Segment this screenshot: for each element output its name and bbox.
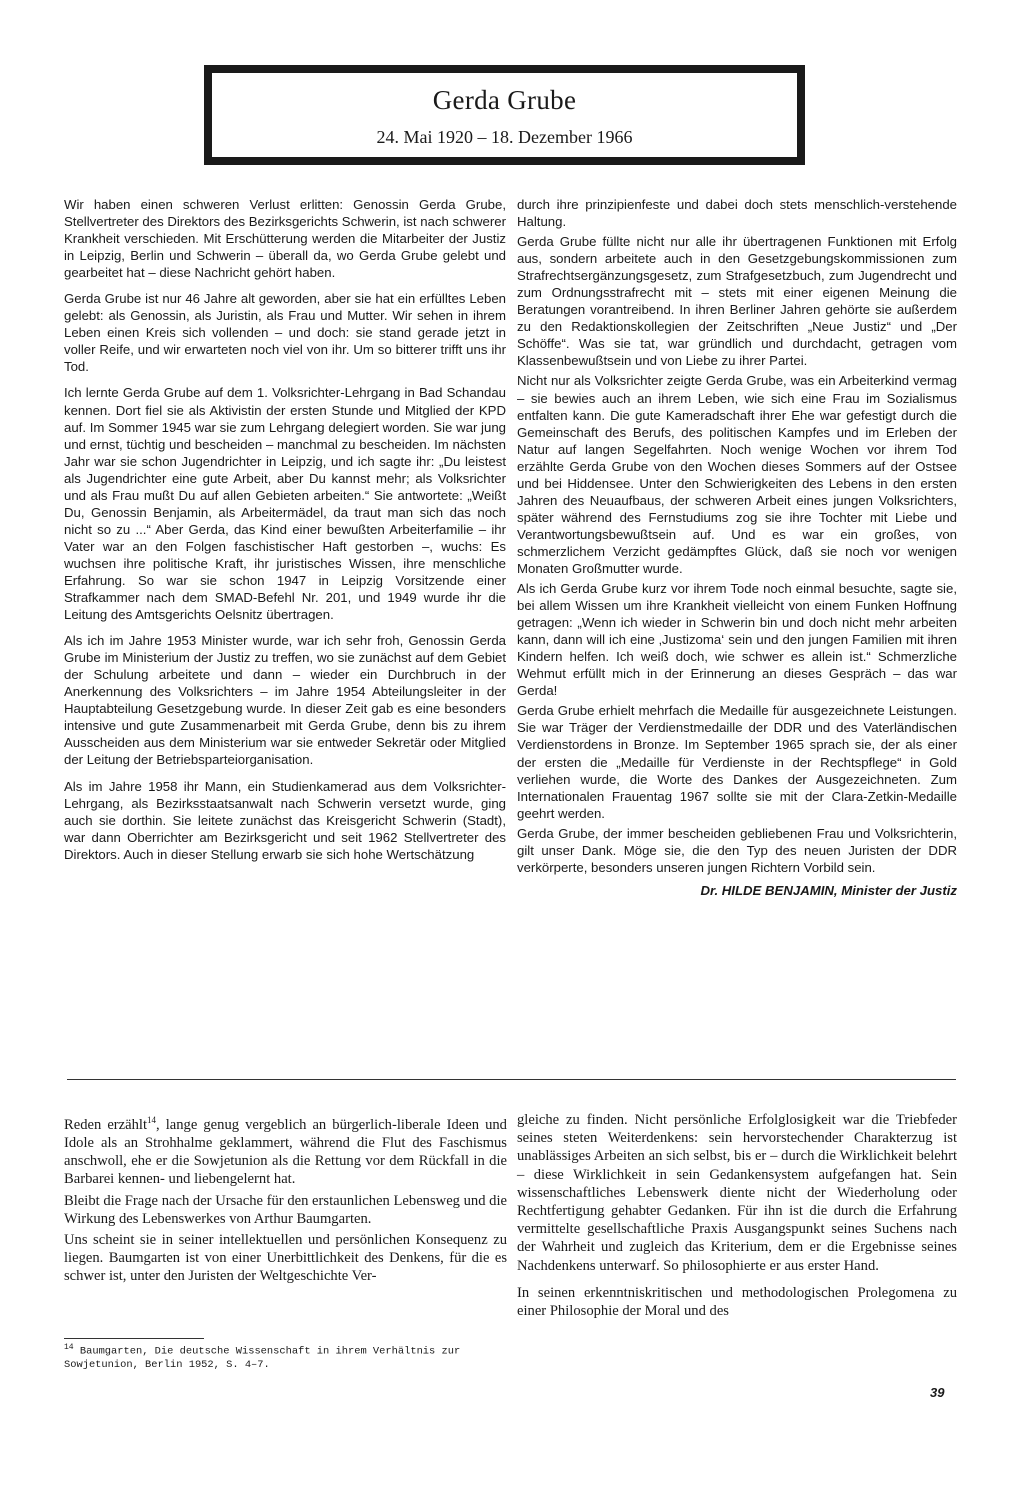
paragraph: Als im Jahre 1958 ihr Mann, ein Studienkamerad aus dem Volksrichter-Lehrgang, als Bezirksstaatsanwalt nach Schwerin versetzt wurde, ging auch sie dorthin. Sie leitete zunächst das Kreisgericht Schwerin (Stadt), war dann Oberrichter am Bezirksgericht und seit 1962 Stellvertreter des Direktors. Auch in dieser Stellung erwarb sie sich hohe Wertschätzung — [64, 778, 506, 862]
obituary-header-box — [204, 65, 805, 165]
paragraph: Wir haben einen schweren Verlust erlitten: Genossin Gerda Grube, Stellvertreter des Direktors des Bezirksgerichts Schwerin, ist nach schwerer Krankheit verschieden. Mit Erschütterung werden die Mitarbeiter der Justiz in Leipzig, Berlin und Schwerin – überall da, wo Gerda Grube gelebt und gearbeitet hat – diese Nachricht gehört haben. — [64, 197, 506, 281]
paragraph-text: Reden erzählt — [64, 1116, 148, 1133]
paragraph: Gerda Grube erhielt mehrfach die Medaille für ausgezeichnete Leistungen. Sie war Träger der Verdienstmedaille der DDR und des Vaterländischen Verdienstordens in Bronze. Im September 1965 sprach sie, der als einer der ersten die „Medaille für Verdienste in der Rechtspflege“ in Gold verliehen wurde, die Worte des Dankes der Ausgezeichneten. Zum Internationalen Frauentag 1967 sollte sie mit der Clara-Zetkin-Medaille geehrt werden. — [517, 703, 957, 821]
article-left-column — [64, 1111, 507, 1286]
paragraph: Gerda Grube ist nur 46 Jahre alt geworden, aber sie hat ein erfülltes Leben gelebt: als Genossin, als Juristin, als Frau und Mutter. Wir sehen in ihrem Leben einen Kreis sich vollenden – und doch: sie stand gerade jetzt in voller Reife, und wir erwarteten noch viel von ihr. Um so bitterer trifft uns ihr Tod. — [64, 291, 506, 375]
paragraph: durch ihre prinzipienfeste und dabei doch stets menschlich-verstehende Haltung. — [517, 197, 957, 230]
obituary-dates: 24. Mai 1920 – 18. Dezember 1966 — [376, 127, 633, 147]
paragraph: Ich lernte Gerda Grube auf dem 1. Volksrichter-Lehrgang in Bad Schandau kennen. Dort fiel sie als Aktivistin der ersten Stunde und Mitglied der KPD auf. Im Sommer 1945 war sie zum Lehrgang delegiert worden. Sie war jung und ernst, tüchtig und bescheiden – manchmal zu bescheiden. Im nächsten Jahr war sie schon Jugendrichter in Leipzig, und ich sagte ihr: „Du leistest als Jugendrichter eine gute Arbeit, aber Du kannst mehr; als Volksrichter und als Frau mußt Du auf allen Gebieten arbeiten.“ Sie antwortete: „Weißt Du, Genossin Benjamin, als Arbeitermädel, da traut man sich das noch nicht so zu ...“ Aber Gerda, das Kind einer bewußten Arbeiterfamilie – ihr Vater war an den Folgen faschistischer Haft gestorben –, wuchs: Es wuchsen ihre politische Kraft, ihr juristisches Wissen, ihre menschliche Erfahrung. So war sie schon 1947 in Leipzig Vorsitzende einer Strafkammer nach dem SMAD-Befehl Nr. 201, und 1949 wurde ihr die Leitung des Amtsgerichts Oelsnitz übertragen. — [64, 385, 506, 623]
paragraph: Gerda Grube, der immer bescheiden gebliebenen Frau und Volksrichterin, gilt unser Dank. Möge sie, die den Typ des neuen Juristen der DDR verkörperte, besonders unseren jungen Richtern Vorbild sein. — [517, 825, 957, 875]
footnote-divider — [64, 1338, 204, 1339]
footnote-number: 14 — [64, 1343, 74, 1352]
footnote — [64, 1341, 506, 1372]
obituary-right-column — [517, 196, 957, 899]
paragraph: Nicht nur als Volksrichter zeigte Gerda Grube, was ein Arbeiterkind vermag – sie bewies auch an ihrem Leben, wie sich eine Frau im Sozialismus entfalten kann. Die gute Kameradschaft ihrer Ehe war gefestigt durch die Gemeinschaft des Berufs, des politischen Kampfes und im Erleben der Natur auf langen Segelfahrten. Noch wenige Wochen vor ihrem Tod erzählte Gerda Grube von den Wochen dieses Sommers auf der Ostsee und bei Hiddensee. Unter den Schwierigkeiten des Lebens in den ersten Jahren des Neuaufbaus, der schweren Arbeit eines jungen Volksrichters, später während des Fernstudiums zog sie ihre Tochter mit Liebe und Verantwortungsbewußtsein auf. Und es war ein großes, von schmerzlichem Verzicht gedämpftes Glück, daß sie noch vor wenigen Monaten Großmutter wurde. — [517, 373, 957, 576]
section-divider — [67, 1079, 956, 1080]
paragraph: Bleibt die Frage nach der Ursache für den erstaunlichen Lebensweg und die Wirkung des Lebenswerkes von Arthur Baumgarten. — [64, 1192, 507, 1227]
paragraph: gleiche zu finden. Nicht persönliche Erfolglosigkeit war die Triebfeder seines steten Weiterdenkens: sein hervorstechender Charakterzug ist unablässiges Arbeiten an sich selbst, bis er – durch die Wirklichkeit belehrt – diese Wirklichkeit in sein Gedankensystem aufgefangen hat. Sein wissenschaftliches Lebenswerk diente nicht der Wiederholung oder Rechtfertigung gehabter Gedanken. Für ihn ist die durch die Erfahrung vermittelte gesellschaftliche Praxis Ausgangspunkt seines Suchens nach der Wahrheit und zugleich das Kriterium, dem er die Ergebnisse seines Nachdenkens unterwarf. So philosophierte er aus erster Hand. — [517, 1112, 957, 1274]
paragraph: Uns scheint sie in seiner intellektuellen und persönlichen Konsequenz zu liegen. Baumgarten ist von einer Unerbittlichkeit des Denkens, für die es schwer ist, unter den Juristen der Weltgeschichte Ver- — [64, 1232, 507, 1285]
paragraph: Als ich im Jahre 1953 Minister wurde, war ich sehr froh, Genossin Gerda Grube im Ministerium der Justiz zu treffen, wo sie zunächst auf dem Gebiet der Schulung arbeitete und dann – wieder ein Durchbruch in der Anerkennung des Volksrichters – im Jahre 1954 Abteilungsleiter in der Hauptabteilung Gesetzgebung wurde. In dieser Zeit gab es eine besonders intensive und gute Zusammenarbeit mit Gerda Grube, denn bis zu ihrem Ausscheiden aus dem Ministerium war sie entweder Sekretär oder Mitglied der Leitung der Betriebsparteiorganisation. — [64, 633, 506, 768]
paragraph: In seinen erkenntniskritischen und methodologischen Prolegomena zu einer Philosophie der Moral und des — [517, 1284, 957, 1320]
footnote-reference: 14 — [147, 1115, 157, 1125]
signature: Dr. HILDE BENJAMIN, Minister der Justiz — [700, 882, 957, 898]
obituary-left-column — [64, 196, 506, 863]
paragraph: Als ich Gerda Grube kurz vor ihrem Tode noch einmal besuchte, sagte sie, bei allem Wissen um ihre Krankheit vielleicht von einem Funken Hoffnung getragen: „Wenn ich wieder in Schwerin bin und doch nicht mehr arbeiten kann, dann will ich eine ‚Justizoma‘ sein und den jungen Familien mit ihren Kindern helfen. Ich weiß doch, wie schwer es allein ist.“ Schmerzliche Wehmut erfüllt mich in der Erinnerung an dieses Gespräch – das war Gerda! — [517, 581, 957, 699]
footnote-text: Baumgarten, Die deutsche Wissenschaft in ihrem Verhältnis zur Sowjetunion, Berlin 1952, S. 4–7. — [64, 1345, 461, 1371]
paragraph — [64, 1111, 507, 1189]
paragraph-text: , lange genug vergeblich an bürgerlich-liberale Ideen und Idole als an Strohhalme geklammert, während die Flut des Faschismus anschwoll, ehe er die Sowjetunion als die Rettung vor dem Rückfall in die Barbarei kennen- und liebengelernt hat. — [64, 1116, 507, 1188]
page-number: 39 — [930, 1385, 945, 1400]
article-right-column — [517, 1111, 957, 1320]
obituary-name: Gerda Grube — [432, 85, 577, 115]
paragraph: Gerda Grube füllte nicht nur alle ihr übertragenen Funktionen mit Erfolg aus, sondern arbeitete auch in den Gesetzgebungskommissionen zum Strafrechtsergänzungsgesetz, zum Strafgesetzbuch, zum Jugendrecht und zum Ordnungsstrafrecht mit – stets mit einer eigenen Meinung die Beratungen vorantreibend. In ihren Berliner Jahren gehörte sie außerdem zu den Redaktionskollegien der Zeitschriften „Neue Justiz“ und „Der Schöffe“. Was sie tat, war gründlich und durchdacht, getragen vom Klassenbewußtsein und von Liebe zu ihrer Partei. — [517, 234, 957, 369]
